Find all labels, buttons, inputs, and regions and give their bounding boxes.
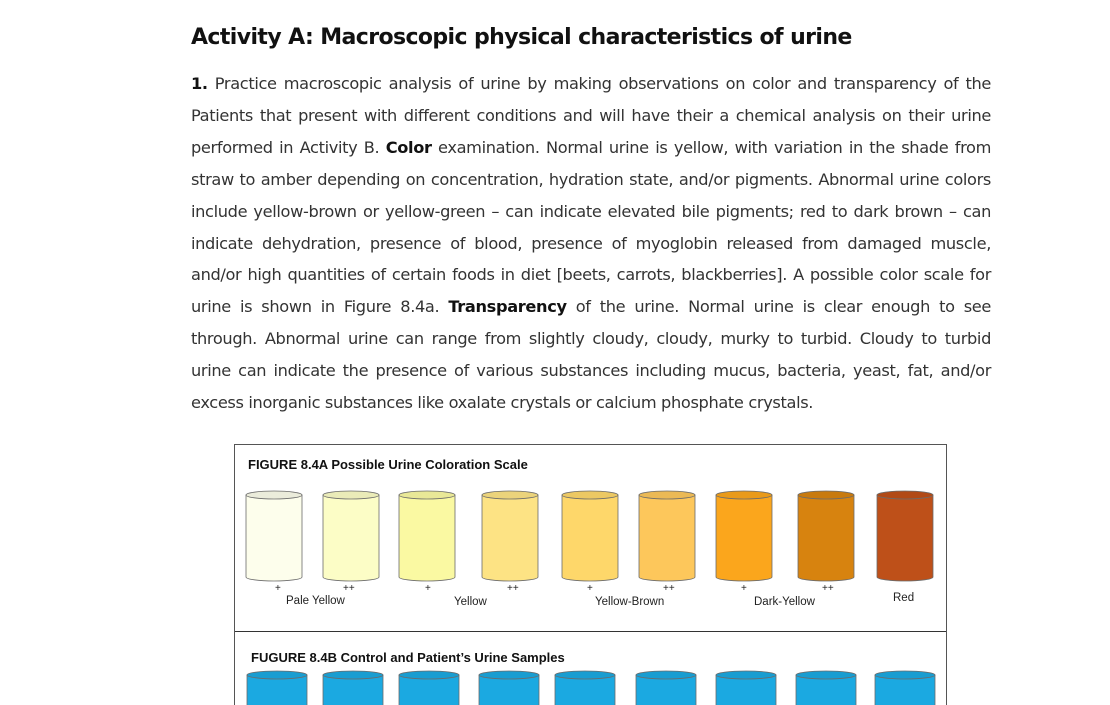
scale-label-pale-yellow: Pale Yellow (286, 595, 345, 607)
urine-tube (562, 491, 618, 581)
transparency-term: Transparency (448, 297, 567, 317)
paragraph-text-1: Practice macroscopic analysis of urine by making observations on color and transparency of the Patients that present with different conditions and will have their a chemical analysis on their urine performed in Activity B. (191, 74, 991, 157)
scale-label-yellow-brown: Yellow-Brown (595, 596, 665, 608)
activity-heading: Activity A: Macroscopic physical characteristics of urine (191, 25, 852, 50)
intensity-mark: + (587, 583, 593, 594)
sample-tube (323, 671, 383, 705)
scale-label-dark-yellow: Dark-Yellow (754, 596, 815, 608)
urine-tube (877, 491, 933, 581)
paragraph-text-3: of the urine. Normal urine is clear enough to see through. Abnormal urine can range from slightly cloudy, cloudy, murky to turbid. Cloudy to turbid urine can indicate the presence of various substances including mucus, bacteria, yeast, fat, and/or excess inorganic substances like oxalate crystals or calcium phosphate crystals. (191, 297, 992, 413)
figure-box (234, 444, 947, 705)
urine-tube (323, 491, 379, 581)
figure-b-title: FUGURE 8.4B Control and Patient’s Urine Samples (251, 650, 565, 665)
intensity-mark: ++ (663, 583, 675, 594)
step-number: 1. (191, 74, 208, 93)
intensity-mark: + (741, 583, 747, 594)
sample-tube (399, 671, 459, 705)
figure-divider (235, 631, 946, 632)
instructions-paragraph (191, 68, 991, 419)
intensity-mark: + (275, 583, 281, 594)
sample-tube (796, 671, 856, 705)
figure-a-title: FIGURE 8.4A Possible Urine Coloration Scale (248, 457, 528, 472)
urine-tube (399, 491, 455, 581)
scale-label-yellow: Yellow (454, 596, 487, 608)
intensity-mark: ++ (822, 583, 834, 594)
sample-tube (479, 671, 539, 705)
urine-tubes-graphic (235, 445, 946, 705)
intensity-mark: ++ (343, 583, 355, 594)
sample-tube (555, 671, 615, 705)
sample-tube (636, 671, 696, 705)
urine-tube (246, 491, 302, 581)
urine-tube (716, 491, 772, 581)
scale-label-red: Red (893, 592, 915, 604)
sample-tube (716, 671, 776, 705)
sample-tube (247, 671, 307, 705)
color-term: Color (385, 137, 432, 157)
intensity-mark: ++ (507, 583, 519, 594)
intensity-mark: + (425, 583, 431, 594)
urine-tube (798, 491, 854, 581)
urine-tube (482, 491, 538, 581)
urine-tube (639, 491, 695, 581)
sample-tube (875, 671, 935, 705)
paragraph-text-2: examination. Normal urine is yellow, with variation in the shade from straw to amber depending on concentration, hydration state, and/or pigments. Abnormal urine colors include yellow-brown or yellow-green – can indicate elevated bile pigments; red to dark brown – can indicate dehydration, presence of blood, presence of myoglobin released from damaged muscle, and/or high quantities of certain foods in diet [beets, carrots, blackberries]. A possible color scale for urine is shown in Figure 8.4a. (191, 137, 991, 317)
